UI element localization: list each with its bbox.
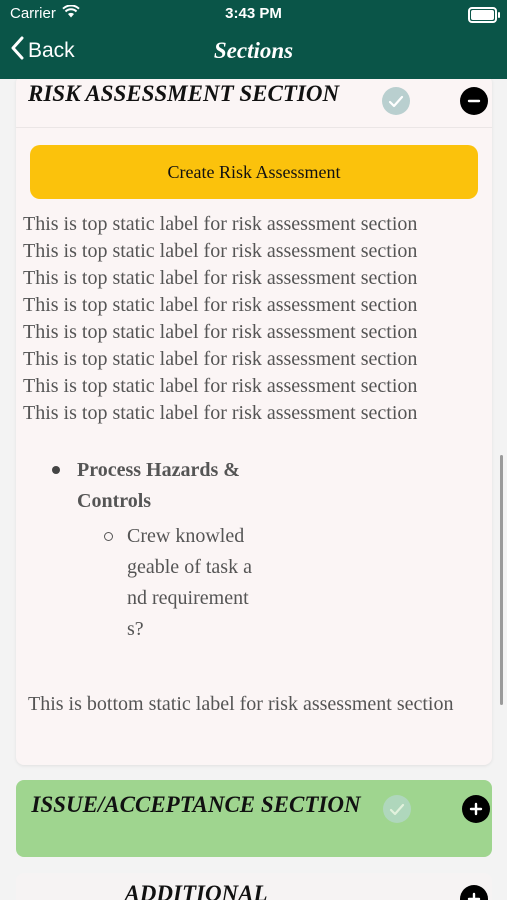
back-label: Back [28,39,75,62]
carrier-label: Carrier [10,5,56,22]
page-title: Sections [213,38,294,63]
battery-icon [468,7,497,23]
top-static-label: This is top static label for risk assessment section [23,348,418,370]
collapse-icon[interactable] [460,87,488,115]
expand-icon[interactable] [460,885,488,900]
create-risk-assessment-button[interactable]: Create Risk Assessment [30,145,478,199]
top-bar [0,0,507,79]
top-static-label: This is top static label for risk assessment section [23,213,418,235]
status-time: 3:43 PM [225,5,282,22]
list-item [52,455,272,517]
list-item [104,521,272,645]
scrollbar[interactable] [500,455,503,705]
additional-section-title: ADDITIONAL [124,881,268,900]
risk-assessment-header[interactable] [16,79,492,128]
hazard-heading: Process Hazards & Controls [77,459,240,512]
risk-section-title: RISK ASSESSMENT SECTION [28,81,340,106]
issue-section-title: ISSUE/ACCEPTANCE SECTION [31,792,361,817]
top-static-label: This is top static label for risk assessment section [23,321,418,343]
hazard-list [52,455,272,645]
navigation-bar [0,30,507,76]
additional-card[interactable] [16,873,492,900]
issue-acceptance-card[interactable] [16,780,492,857]
top-static-label: This is top static label for risk assessment section [23,375,418,397]
top-static-label: This is top static label for risk assessment section [23,402,418,424]
status-bar [0,0,507,28]
top-static-label: This is top static label for risk assessment section [23,267,418,289]
bottom-static-label: This is bottom static label for risk assessment section [28,693,454,715]
circle-bullet-icon [104,532,113,541]
expand-icon[interactable] [462,795,490,823]
hazard-item: Crew knowledgeable of task and requirements? [127,525,252,640]
check-icon [382,87,410,115]
top-static-label: This is top static label for risk assessment section [23,240,418,262]
sections-content[interactable] [0,79,507,900]
bullet-icon [52,466,60,474]
top-static-labels [23,211,483,427]
top-static-label: This is top static label for risk assessment section [23,294,418,316]
check-icon [383,795,411,823]
risk-assessment-card [16,79,492,765]
